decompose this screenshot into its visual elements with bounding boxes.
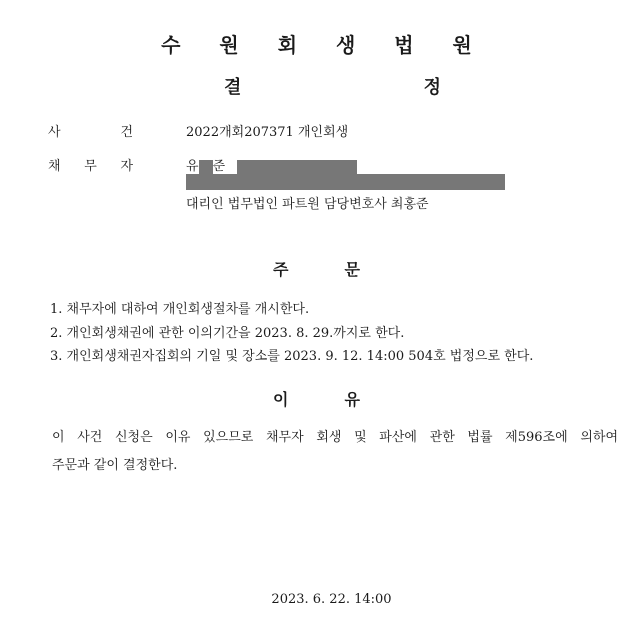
address-redaction xyxy=(186,174,505,190)
reason-title-char: 유 xyxy=(344,390,360,409)
debtor-name xyxy=(186,155,357,174)
case-label-char: 건 xyxy=(120,125,133,140)
debtor-label-char: 자 xyxy=(120,159,133,174)
name-redaction xyxy=(199,160,213,174)
order-title-char: 문 xyxy=(344,260,360,279)
document-title: 결 정 xyxy=(223,77,530,98)
debtor-representative: 대리인 법무법인 파트원 담당변호사 최홍준 xyxy=(186,197,429,212)
order-item: 1. 채무자에 대하여 개인회생절차를 개시한다. xyxy=(50,302,310,317)
order-title xyxy=(0,257,633,280)
debtor-label-char: 채 xyxy=(48,159,61,174)
reason-line: 주문과 같이 결정한다. xyxy=(52,458,178,473)
order-title-char: 주 xyxy=(273,260,289,279)
order-item: 2. 개인회생채권에 관한 이의기간을 2023. 8. 29.까지로 한다. xyxy=(50,326,405,341)
reason-title xyxy=(0,387,633,410)
debtor-label xyxy=(48,155,148,174)
order-item: 3. 개인회생채권자집회의 기일 및 장소를 2023. 9. 12. 14:00 504호 법정으로 한다. xyxy=(50,349,534,364)
court-name: 수 원 회 생 법 원 xyxy=(161,33,488,57)
debtor-name-last: 준 xyxy=(212,159,226,174)
debtor-label-char: 무 xyxy=(84,159,97,174)
reason-text xyxy=(52,424,618,480)
reason-line: 이 사건 신청은 이유 있으므로 채무자 회생 및 파산에 관한 법률 제596조에 의하여 xyxy=(52,430,618,445)
reason-title-char: 이 xyxy=(273,390,289,409)
debtor-name-first: 유 xyxy=(186,159,199,174)
case-label xyxy=(48,121,148,140)
case-number: 2022개회207371 개인회생 xyxy=(186,125,349,140)
case-label-char: 사 xyxy=(48,125,61,140)
decision-date: 2023. 6. 22. 14:00 xyxy=(271,592,392,607)
id-redaction xyxy=(237,160,357,174)
